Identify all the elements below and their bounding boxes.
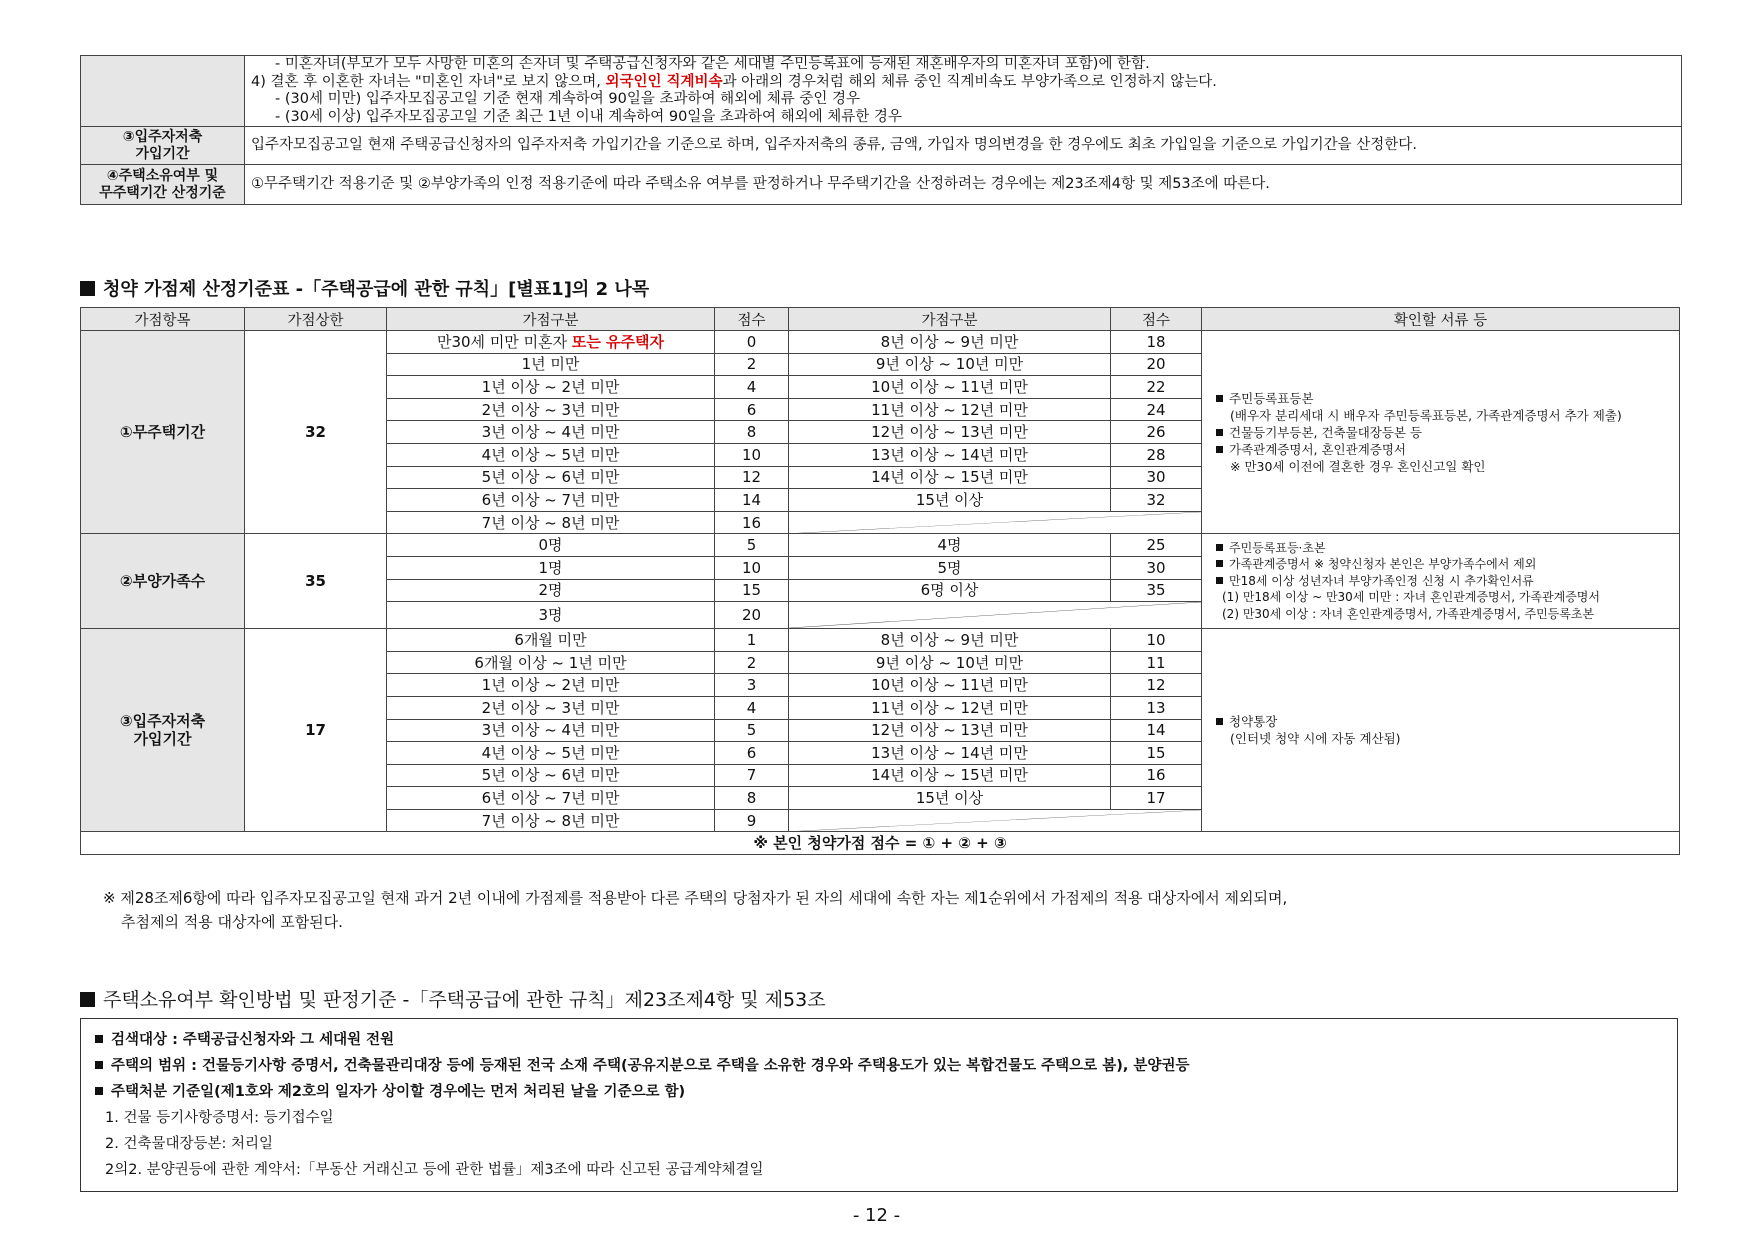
table-row: 5년 이상 ~ 6년 미만 7 14년 이상 ~ 15년 미만 16 <box>81 764 1680 787</box>
table-row: 5년 이상 ~ 6년 미만 12 14년 이상 ~ 15년 미만 30 <box>81 466 1680 489</box>
table-row: 3년 이상 ~ 4년 미만 5 12년 이상 ~ 13년 미만 14 <box>81 719 1680 742</box>
square-bullet-icon <box>1216 395 1223 402</box>
table-row: 2년 이상 ~ 3년 미만 6 11년 이상 ~ 12년 미만 24 <box>81 398 1680 421</box>
ownership-criteria-label: ④주택소유여부 및 무주택기간 산정기준 <box>81 165 245 205</box>
sum-row <box>81 832 1680 855</box>
page-number: - 12 - <box>852 1205 901 1226</box>
list-item: 주택처분 기준일(제1호와 제2호의 일자가 상이할 경우에는 먼저 처리된 날을 기준으로 함) <box>95 1079 1663 1105</box>
total-score-formula: ※ 본인 청약가점 점수 = ① + ② + ③ <box>81 832 1680 855</box>
max-dependents: 35 <box>245 534 387 629</box>
table-row: 1년 이상 ~ 2년 미만 3 10년 이상 ~ 11년 미만 12 <box>81 674 1680 697</box>
table-row: 2년 이상 ~ 3년 미만 4 11년 이상 ~ 12년 미만 13 <box>81 696 1680 719</box>
category-savings: ③입주자저축 가입기간 <box>81 629 245 832</box>
section-title-score-table: 청약 가점제 산정기준표 -「주택공급에 관한 규칙」[별표1]의 2 나목 <box>80 275 649 301</box>
score-cell: 18 <box>1111 331 1202 354</box>
square-bullet-icon <box>1216 560 1223 567</box>
foreign-descendants-highlight: 외국인인 직계비속 <box>605 73 723 90</box>
table-row: 1년 미만 2 9년 이상 ~ 10년 미만 20 <box>81 353 1680 376</box>
header-score-2: 점수 <box>1111 308 1202 331</box>
division-cell: 만30세 미만 미혼자 또는 유주택자 <box>387 331 715 354</box>
note-line: - (30세 미만) 입주자모집공고일 기준 현재 계속하여 90일을 초과하여 해외에 체류 중인 경우 <box>275 91 860 107</box>
dependents-notes-cell <box>245 56 1682 127</box>
square-bullet-icon <box>80 992 95 1007</box>
header-max: 가점상한 <box>245 308 387 331</box>
square-bullet-icon <box>1216 577 1223 584</box>
square-bullet-icon <box>1216 429 1223 436</box>
square-bullet-icon <box>1216 544 1223 551</box>
table-row: 4년 이상 ~ 5년 미만 10 13년 이상 ~ 14년 미만 28 <box>81 443 1680 466</box>
header-item: 가점항목 <box>81 308 245 331</box>
max-no-house: 32 <box>245 331 387 534</box>
exclusion-note: ※ 제28조제6항에 따라 입주자모집공고일 현재 과거 2년 이내에 가점제를 적용받아 다른 주택의 당첨자가 된 자의 세대에 속한 자는 제1순위에서 가점제의 적용 대상자에서 제외되며, 추첨제의 적용 대상자에 포함된다. <box>103 889 1288 931</box>
category-no-house: ①무주택기간 <box>81 331 245 534</box>
score-cell: 0 <box>715 331 789 354</box>
square-bullet-icon <box>95 1061 103 1069</box>
numbered-item: 2의2. 분양권등에 관한 계약서:「부동산 거래신고 등에 관한 법률」제3조에 따라 신고된 공급계약체결일 <box>105 1162 764 1178</box>
empty-diagonal-cell <box>789 809 1202 832</box>
table-row: 6년 이상 ~ 7년 미만 14 15년 이상 32 <box>81 489 1680 512</box>
table-row: ②부양가족수 35 0명 5 4명 25 주민등록표등·초본 가족관계증명서 ※ 청약신청자 본인은 부양가족수에서 제외 만18세 이상 성년자녀 부양가족인정 신청 시 추가확인서류 (1) 만18세 이상 ~ 만30세 미만 : 자녀 혼인관계증명서, 가족관계증명서 (2) 만30세 이상 : 자녀 혼인관계증명서, 가족관계증명서, 주민등록초본 <box>81 534 1680 557</box>
header-division-1: 가점구분 <box>387 308 715 331</box>
numbered-item: 1. 건물 등기사항증명서: 등기접수일 <box>105 1110 334 1126</box>
square-bullet-icon <box>1216 718 1223 725</box>
table-row: 6개월 이상 ~ 1년 미만 2 9년 이상 ~ 10년 미만 11 <box>81 651 1680 674</box>
section-title-ownership: 주택소유여부 확인방법 및 판정기준 -「주택공급에 관한 규칙」제23조제4항 및 제53조 <box>80 985 826 1012</box>
table-row: ③입주자저축 가입기간 17 6개월 미만 1 8년 이상 ~ 9년 미만 10 청약통장 (인터넷 청약 시에 자동 계산됨) <box>81 629 1680 652</box>
savings-period-content: 입주자모집공고일 현재 주택공급신청자의 입주자저축 가입기간을 기준으로 하며, 입주자저축의 종류, 금액, 가입자 명의변경을 한 경우에도 최초 가입일을 기준으로 가입기간을 산정한다. <box>245 127 1682 165</box>
table-row: 7년 이상 ~ 8년 미만 9 <box>81 809 1680 832</box>
ownership-criteria-content: ①무주택기간 적용기준 및 ②부양가족의 인정 적용기준에 따라 주택소유 여부를 판정하거나 무주택기간을 산정하려는 경우에는 제23조제4항 및 제53조에 따른다. <box>245 165 1682 205</box>
table-row: 4년 이상 ~ 5년 미만 6 13년 이상 ~ 14년 미만 15 <box>81 742 1680 765</box>
empty-diagonal-cell <box>789 511 1202 534</box>
list-item: 주택의 범위 : 건물등기사항 증명서, 건축물관리대장 등에 등재된 전국 소재 주택(공유지분으로 주택을 소유한 경우와 주택용도가 있는 복합건물도 주택으로 봄), 분양권등 <box>95 1053 1663 1079</box>
header-score-1: 점수 <box>715 308 789 331</box>
table-row: 1명 10 5명 30 <box>81 556 1680 579</box>
division-cell: 8년 이상 ~ 9년 미만 <box>789 331 1111 354</box>
savings-period-label: ③입주자저축 가입기간 <box>81 127 245 165</box>
numbered-item: 2. 건축물대장등본: 처리일 <box>105 1136 274 1152</box>
documents-no-house: 주민등록표등본 (배우자 분리세대 시 배우자 주민등록표등본, 가족관계증명서 추가 제출) 건물등기부등본, 건축물대장등본 등 가족관계증명서, 혼인관계증명서 ※ 만30세 이전에 결혼한 경우 혼인신고일 확인 <box>1202 331 1680 534</box>
score-criteria-table <box>80 307 1680 855</box>
table-row: 1년 이상 ~ 2년 미만 4 10년 이상 ~ 11년 미만 22 <box>81 376 1680 399</box>
documents-savings: 청약통장 (인터넷 청약 시에 자동 계산됨) <box>1202 629 1680 832</box>
table-row: 6년 이상 ~ 7년 미만 8 15년 이상 17 <box>81 787 1680 810</box>
table-row: 2명 15 6명 이상 35 <box>81 579 1680 602</box>
empty-diagonal-cell <box>789 602 1202 629</box>
note-line: - 미혼자녀(부모가 모두 사망한 미혼의 손자녀 및 주택공급신청자와 같은 세대별 주민등록표에 등재된 재혼배우자의 미혼자녀 포함)에 한함. <box>275 56 1150 72</box>
square-bullet-icon <box>80 281 95 296</box>
table-row: 3명 20 <box>81 602 1680 629</box>
table-row: 7년 이상 ~ 8년 미만 16 <box>81 511 1680 534</box>
ownership-method-box <box>80 1018 1678 1192</box>
note-line: 4) 결혼 후 이혼한 자녀는 "미혼인 자녀"로 보지 않으며, 외국인인 직계비속과 아래의 경우처럼 해외 체류 중인 직계비속도 부양가족으로 인정하지 않는다. <box>251 73 1217 90</box>
documents-dependents: 주민등록표등·초본 가족관계증명서 ※ 청약신청자 본인은 부양가족수에서 제외 만18세 이상 성년자녀 부양가족인정 신청 시 추가확인서류 (1) 만18세 이상 ~ 만30세 미만 : 자녀 혼인관계증명서, 가족관계증명서 (2) 만30세 이상 : 자녀 혼인관계증명서, 가족관계증명서, 주민등록초본 <box>1202 534 1680 629</box>
square-bullet-icon <box>95 1035 103 1043</box>
table-row <box>81 331 1680 354</box>
category-dependents: ②부양가족수 <box>81 534 245 629</box>
top-criteria-table <box>80 55 1682 205</box>
header-documents: 확인할 서류 등 <box>1202 308 1680 331</box>
note-line: - (30세 이상) 입주자모집공고일 기준 최근 1년 이내 계속하여 90일을 초과하여 해외에 체류한 경우 <box>275 108 902 125</box>
blank-label-cell <box>81 56 245 127</box>
square-bullet-icon <box>95 1087 103 1095</box>
square-bullet-icon <box>1216 446 1223 453</box>
table-row: 3년 이상 ~ 4년 미만 8 12년 이상 ~ 13년 미만 26 <box>81 421 1680 444</box>
list-item: 검색대상 : 주택공급신청자와 그 세대원 전원 <box>95 1027 1663 1053</box>
max-savings: 17 <box>245 629 387 832</box>
header-division-2: 가점구분 <box>789 308 1111 331</box>
